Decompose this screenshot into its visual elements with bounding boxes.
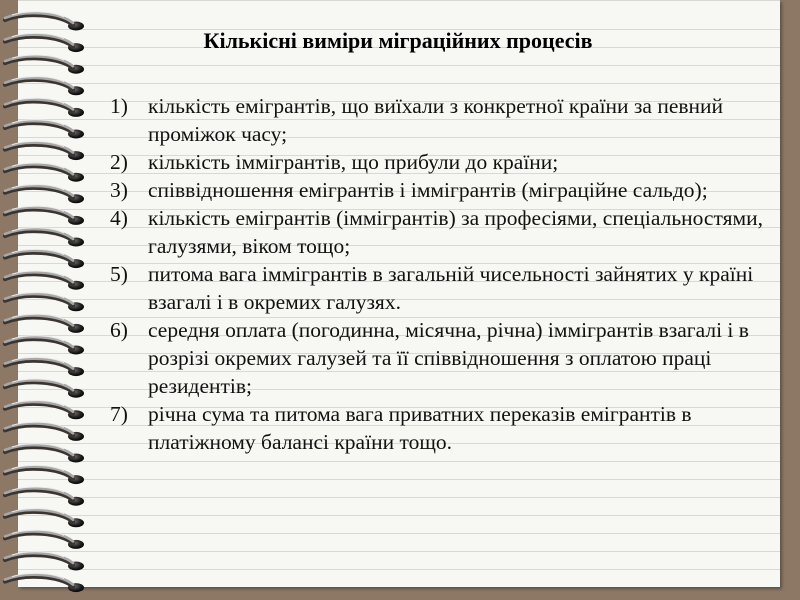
- list-item-number: 1): [110, 94, 128, 118]
- list-item: [110, 316, 790, 400]
- spiral-ring: [5, 141, 84, 160]
- list-item-number: 6): [110, 318, 128, 342]
- spiral-ring: [5, 379, 84, 398]
- spiral-ring: [5, 206, 84, 225]
- spiral-ring: [5, 163, 84, 182]
- spiral-ring: [5, 249, 84, 268]
- notebook-page: [18, 0, 780, 587]
- spiral-ring: [5, 271, 84, 290]
- spiral-ring: [5, 293, 84, 312]
- spiral-ring: [5, 422, 84, 441]
- spiral-ring: [5, 530, 84, 549]
- measures-list: [110, 92, 790, 456]
- list-item-number: 5): [110, 262, 128, 286]
- spiral-ring: [5, 465, 84, 484]
- list-item-text: питома вага іммігрантів в загальній чисельності зайнятих у країні взагалі і в окремих галузях.: [148, 262, 754, 314]
- spiral-ring: [5, 98, 84, 117]
- spiral-ring: [5, 573, 84, 592]
- spiral-ring: [5, 509, 84, 528]
- list-item-text: річна сума та питома вага приватних переказів емігрантів в платіжному балансі країни тощо.: [148, 402, 692, 454]
- list-item-text: кількість іммігрантів, що прибули до країни;: [148, 150, 559, 174]
- spiral-ring: [5, 314, 84, 333]
- list-item: [110, 92, 790, 148]
- spiral-ring: [5, 552, 84, 571]
- spiral-binding: [0, 0, 100, 600]
- spiral-ring: [5, 336, 84, 355]
- list-item-number: 2): [110, 150, 128, 174]
- spiral-ring: [5, 12, 84, 31]
- spiral-ring: [5, 77, 84, 96]
- list-item-text: кількість емігрантів, що виїхали з конкретної країни за певний проміжок часу;: [148, 94, 724, 146]
- list-item: [110, 148, 790, 176]
- list-item-number: 7): [110, 402, 128, 426]
- spiral-ring: [5, 55, 84, 74]
- list-item: [110, 400, 790, 456]
- spiral-ring: [5, 228, 84, 247]
- list-item: [110, 204, 790, 260]
- spiral-ring: [5, 487, 84, 506]
- list-item: [110, 260, 790, 316]
- page-title: Кількісні виміри міграційних процесів: [203, 28, 593, 53]
- spiral-ring: [5, 357, 84, 376]
- spiral-ring: [5, 401, 84, 420]
- list-item-text: співвідношення емігрантів і іммігрантів (міграційне сальдо);: [148, 178, 708, 202]
- list-item-text: середня оплата (погодинна, місячна, річна) іммігрантів взагалі і в розрізі окремих галузей та її співвідношення з оплатою праці резидентів;: [148, 318, 749, 398]
- list-item-text: кількість емігрантів (іммігрантів) за професіями, спеціальностями, галузями, віком тощо;: [148, 206, 763, 258]
- list-item: [110, 176, 790, 204]
- spiral-ring: [5, 33, 84, 52]
- spiral-ring: [5, 120, 84, 139]
- spiral-ring: [5, 444, 84, 463]
- spiral-ring: [5, 185, 84, 204]
- list-item-number: 3): [110, 178, 128, 202]
- list-item-number: 4): [110, 206, 128, 230]
